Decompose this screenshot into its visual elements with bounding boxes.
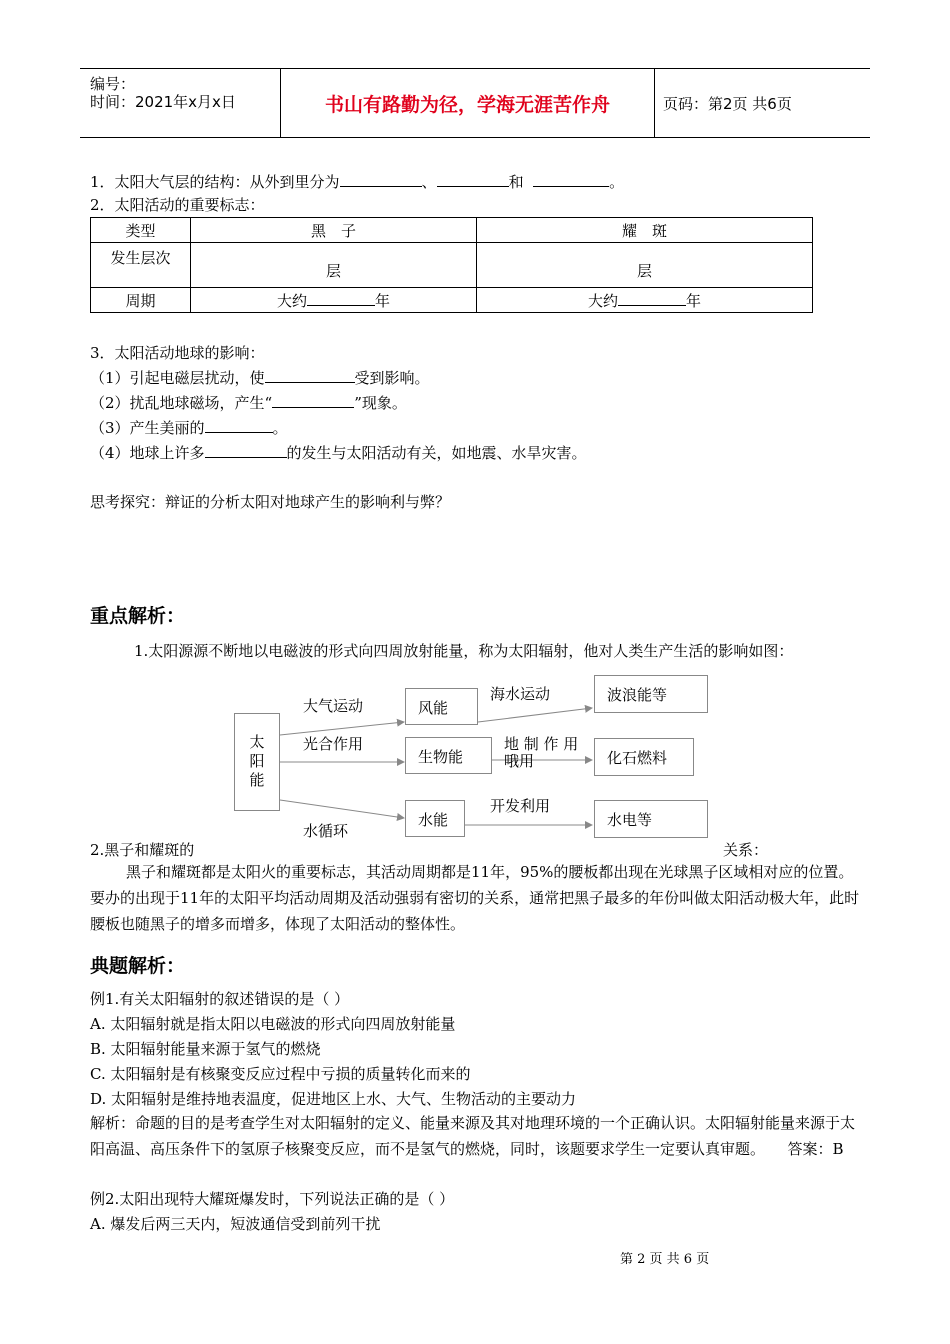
label-sea: 海水运动 (490, 685, 551, 703)
table-header-sunspot: 黑 子 (191, 218, 477, 243)
q3-i4-text: （4）地球上许多 (90, 444, 205, 462)
label-geo: 地 制 作 用 (504, 735, 579, 753)
water-box: 水能 (405, 800, 465, 837)
key-paragraph-2-left: 2.黑子和耀斑的 (90, 841, 195, 859)
layer-suffix: 层 (325, 262, 341, 280)
doc-time-label: 时间：2021年x月x日 (90, 93, 236, 111)
arrow-sun-water (280, 800, 404, 818)
table-header-flare: 耀 斑 (477, 218, 813, 243)
label-development: 开发利用 (490, 797, 551, 815)
key-section-title: 重点解析： (90, 605, 186, 627)
question-2: 2．太阳活动的重要标志： (90, 196, 265, 214)
table-row-period-label: 周期 (91, 288, 191, 313)
q3-i4-end: 的发生与太阳活动有关，如地震、水旱灾害。 (286, 444, 587, 462)
period-suffix: 年 (686, 291, 702, 310)
header-motto: 书山有路勤为径，学海无涯苦作舟 (281, 69, 655, 137)
q3-i3-text: （3）产生美丽的 (90, 419, 205, 437)
question-3-title: 3．太阳活动地球的影响： (90, 344, 265, 362)
example-1-option-b: B. 太阳辐射能量来源于氢气的燃烧 (90, 1040, 321, 1058)
wave-box: 波浪能等 (594, 675, 708, 713)
wind-box: 风能 (405, 688, 478, 725)
period-prefix: 大约 (276, 291, 307, 310)
period-suffix: 年 (375, 291, 391, 310)
page-footer: 第 2 页 共 6 页 (620, 1252, 710, 1267)
label-photosynthesis: 光合作用 (303, 735, 364, 753)
q3-i2-end: ”现象。 (354, 394, 407, 412)
thinking-question: 思考探究：辩证的分析太阳对地球产生的影响利与弊？ (90, 493, 451, 511)
key-paragraph-2-body: 黑子和耀斑都是太阳火的重要标志，其活动周期都是11年，95%的腰板都出现在光球黑子区域相对应的位置。要办的出现于11年的太阳平均活动周期及活动强弱有密切的关系，通常把黑子最多的年份叫做太阳活动极大年，此时腰板也随黑子的增多而增多，体现了太阳活动的整体性。 (90, 863, 860, 933)
example-1-analysis: 解析：命题的目的是考查学生对太阳辐射的定义、能量来源及其对地理环境的一个正确认识。太阳辐射能量来源于太阳高温、高压条件下的氢原子核聚变反应，而不是氢气的燃烧，同时，该题要求学生一定要认真审题。 答案：B (90, 1114, 856, 1158)
sun-energy-box (234, 713, 280, 811)
q3-i3-end: 。 (272, 419, 288, 437)
q1-sep2: 和 (508, 173, 524, 191)
example-1-option-d: D. 太阳辐射是维持地表温度，促进地区上水、大气、生物活动的主要动力 (90, 1090, 577, 1108)
bio-box: 生物能 (405, 737, 492, 774)
example-2-question: 例2.太阳出现特大耀斑爆发时，下列说法正确的是（ ） (90, 1190, 455, 1208)
key-paragraph-1: 1.太阳源源不断地以电磁波的形式向四周放射能量，称为太阳辐射，他对人类生产生活的影响如图： (134, 642, 794, 660)
q3-i1-end: 受到影响。 (354, 369, 430, 387)
sun-energy-label: 太阳能 (247, 733, 266, 791)
label-water-cycle: 水循环 (303, 822, 349, 840)
q1-text: 1．太阳大气层的结构：从外到里分为 (90, 173, 340, 191)
example-1-option-c: C. 太阳辐射是有核聚变反应过程中亏损的质量转化而来的 (90, 1065, 471, 1083)
q1-sep1: 、 (421, 173, 437, 191)
q3-i1-text: （1）引起电磁层扰动，使 (90, 369, 265, 387)
key-paragraph-2-right: 关系： (723, 841, 769, 859)
layer-suffix: 层 (636, 262, 652, 280)
q1-end: 。 (609, 173, 625, 191)
arrow-wind-wave (478, 708, 592, 722)
q3-i2-text: （2）扰乱地球磁场，产生“ (90, 394, 273, 412)
example-1-question: 例1.有关太阳辐射的叙述错误的是（ ） (90, 990, 350, 1008)
period-prefix: 大约 (587, 291, 618, 310)
hydro-box: 水电等 (594, 800, 708, 838)
doc-number-label: 编号： (90, 75, 136, 93)
table-header-type: 类型 (91, 218, 191, 243)
example-2-option-a: A. 爆发后两三天内，短波通信受到前列干扰 (90, 1215, 381, 1233)
fossil-box: 化石燃料 (594, 738, 694, 776)
label-geo-2: 哦用 (504, 752, 535, 770)
header-page-info: 页码：第2页 共6页 (663, 94, 792, 113)
example-1-option-a: A. 太阳辐射就是指太阳以电磁波的形式向四周放射能量 (90, 1015, 456, 1033)
examples-title: 典题解析： (90, 955, 186, 977)
label-atmosphere: 大气运动 (303, 697, 364, 715)
table-row-layer-label: 发生层次 (91, 243, 191, 288)
